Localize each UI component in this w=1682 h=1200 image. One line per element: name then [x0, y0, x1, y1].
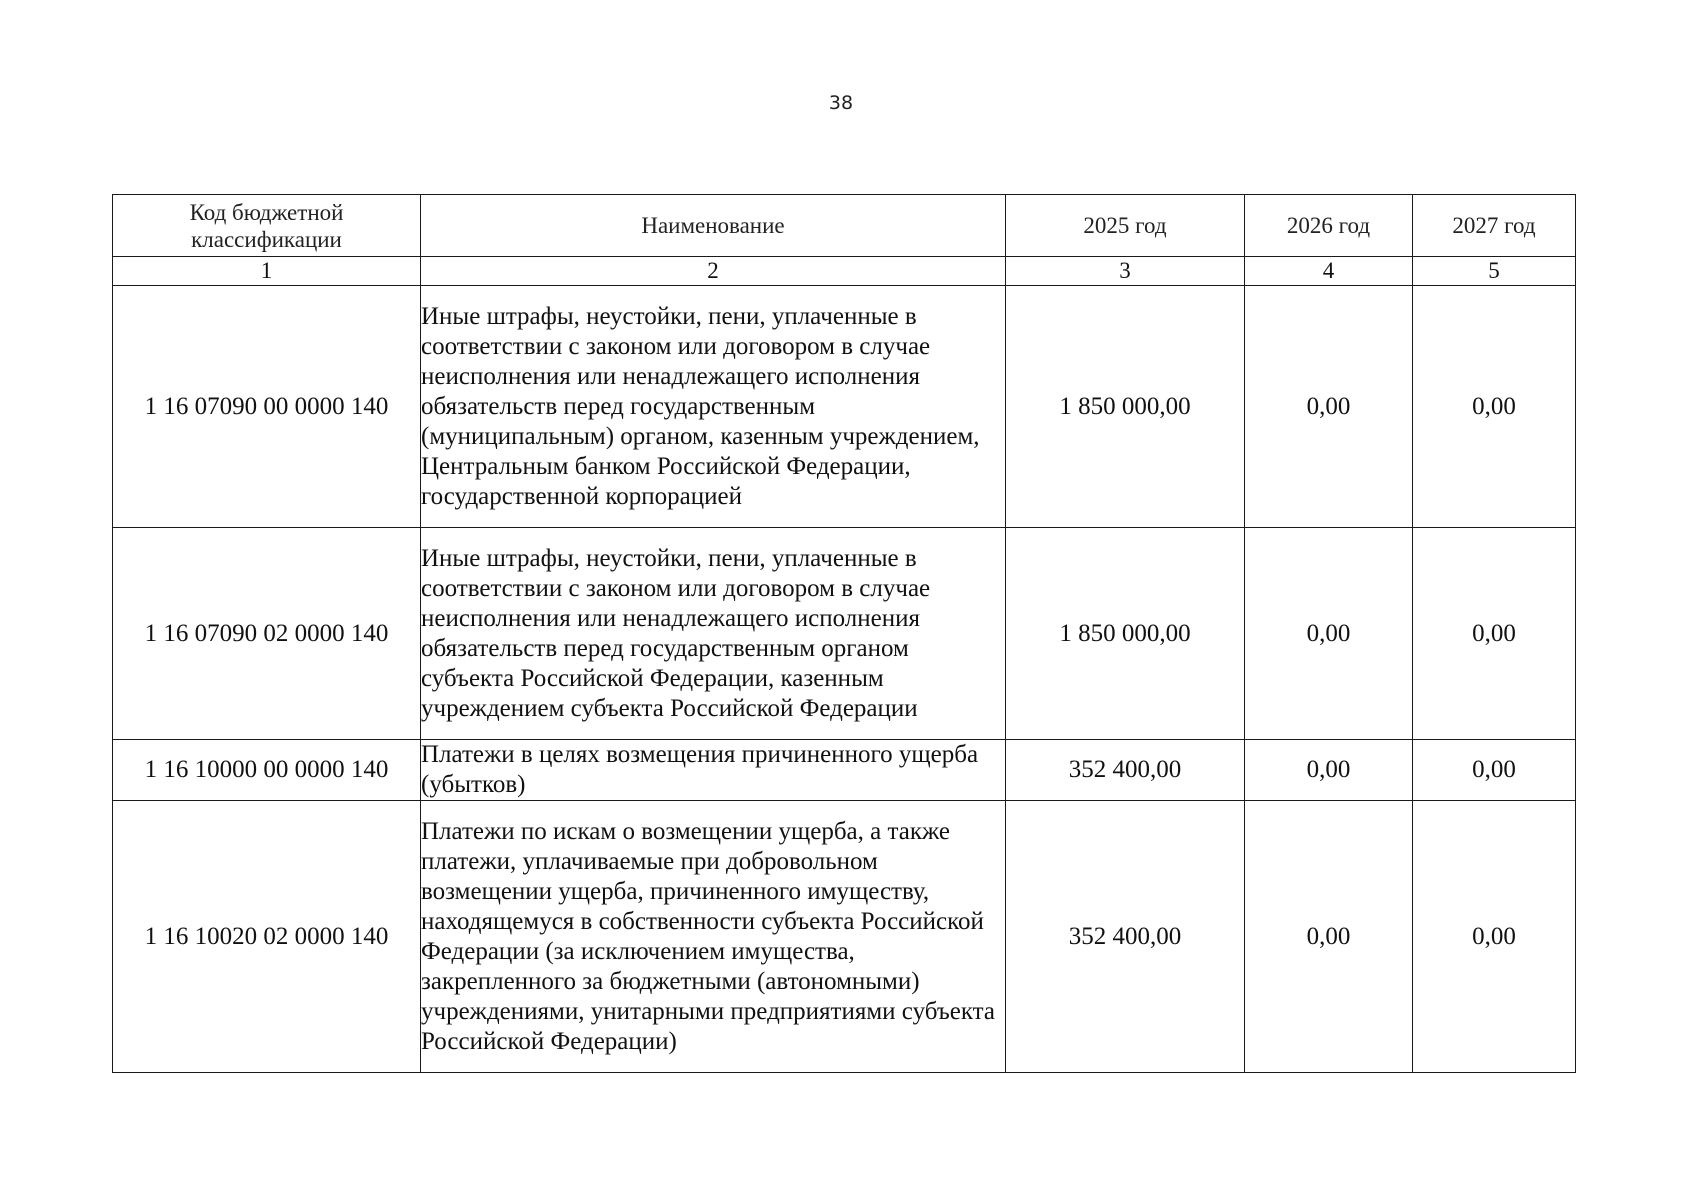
row-name: Иные штрафы, неустойки, пени, уплаченные в соответствии с законом или договором в случае неисполнения или ненадлежащего исполнения обязательств перед государственным (муниципальным) органом, казенным учреждением, Центральным банком Российской Федерации, государственной корпорацией — [421, 286, 1006, 528]
row-code: 1 16 10020 02 0000 140 — [113, 801, 421, 1073]
table-row — [113, 528, 1576, 740]
table-row — [113, 740, 1576, 801]
row-value-2026: 0,00 — [1245, 528, 1413, 740]
table-row — [113, 286, 1576, 528]
row-code: 1 16 07090 00 0000 140 — [113, 286, 421, 528]
header-code: Код бюджетной классификации — [113, 195, 421, 257]
budget-revenue-table — [112, 194, 1576, 1073]
row-value-2027: 0,00 — [1413, 528, 1576, 740]
row-value-2025: 1 850 000,00 — [1006, 286, 1245, 528]
header-2026: 2026 год — [1245, 195, 1413, 257]
row-value-2025: 352 400,00 — [1006, 740, 1245, 801]
header-2025: 2025 год — [1006, 195, 1245, 257]
row-name: Иные штрафы, неустойки, пени, уплаченные в соответствии с законом или договором в случае неисполнения или ненадлежащего исполнения обязательств перед государственным органом субъекта Российской Федерации, казенным учреждением субъекта Российской Федерации — [421, 528, 1006, 740]
row-value-2027: 0,00 — [1413, 286, 1576, 528]
page-number: 38 — [828, 92, 854, 114]
row-value-2026: 0,00 — [1245, 740, 1413, 801]
row-name: Платежи по искам о возмещении ущерба, а также платежи, уплачиваемые при добровольном возмещении ущерба, причиненного имуществу, находящемуся в собственности субъекта Российской Федерации (за исключением имущества, закрепленного за бюджетными (автономными) учреждениями, унитарными предприятиями субъекта Российской Федерации) — [421, 801, 1006, 1073]
header-name: Наименование — [421, 195, 1006, 257]
table-row — [113, 801, 1576, 1073]
row-code: 1 16 07090 02 0000 140 — [113, 528, 421, 740]
column-number: 5 — [1413, 257, 1576, 286]
header-2027: 2027 год — [1413, 195, 1576, 257]
column-number: 3 — [1006, 257, 1245, 286]
row-value-2027: 0,00 — [1413, 740, 1576, 801]
row-value-2026: 0,00 — [1245, 286, 1413, 528]
header-row — [113, 195, 1576, 257]
column-number: 2 — [421, 257, 1006, 286]
row-value-2027: 0,00 — [1413, 801, 1576, 1073]
column-number: 4 — [1245, 257, 1413, 286]
row-code: 1 16 10000 00 0000 140 — [113, 740, 421, 801]
row-name: Платежи в целях возмещения причиненного ущерба (убытков) — [421, 740, 1006, 801]
row-value-2026: 0,00 — [1245, 801, 1413, 1073]
column-number: 1 — [113, 257, 421, 286]
row-value-2025: 352 400,00 — [1006, 801, 1245, 1073]
row-value-2025: 1 850 000,00 — [1006, 528, 1245, 740]
column-number-row — [113, 257, 1576, 286]
